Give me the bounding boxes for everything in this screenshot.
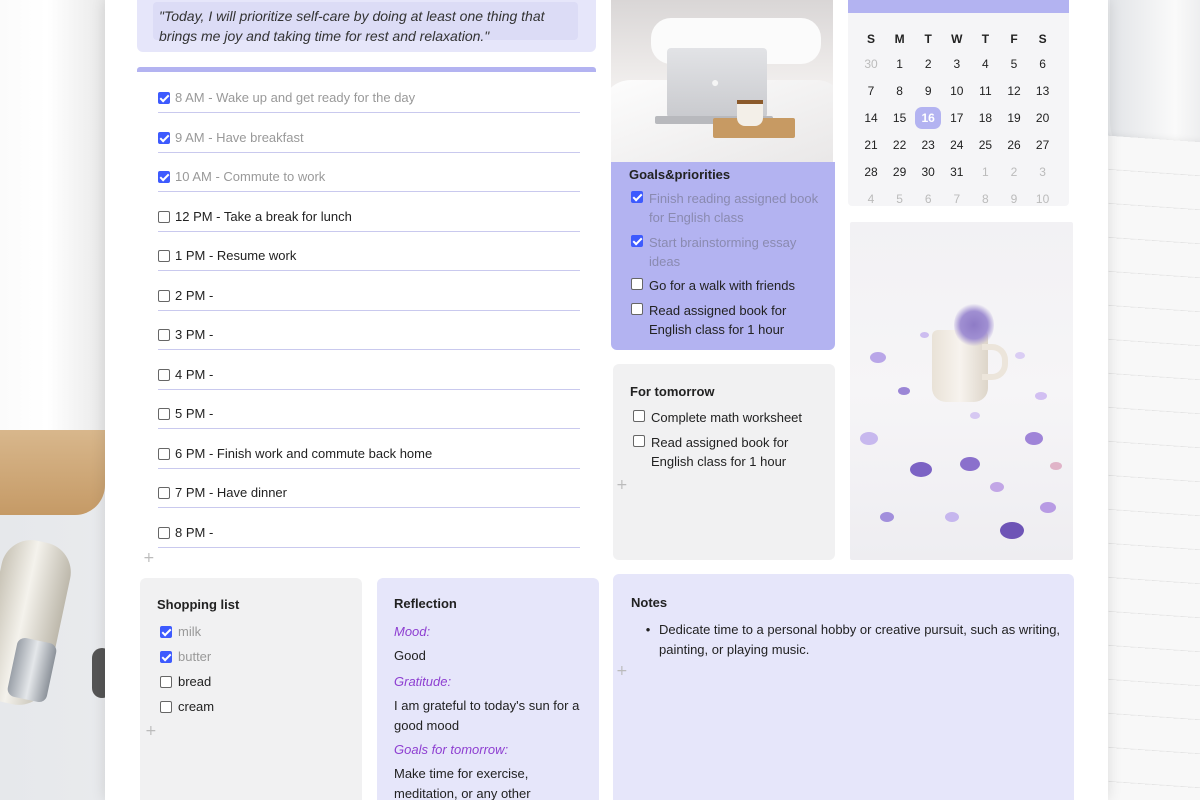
checkbox-icon[interactable] [160, 701, 172, 713]
calendar-day[interactable]: 13 [1035, 84, 1050, 98]
schedule-row[interactable] [158, 478, 580, 508]
calendar-day[interactable]: 2 [924, 57, 932, 71]
calendar-day[interactable]: 10 [1035, 192, 1050, 206]
calendar-day[interactable]: 21 [864, 138, 878, 152]
schedule-row-text: 6 PM - Finish work and commute back home [175, 446, 433, 461]
calendar-day[interactable]: 7 [867, 84, 875, 98]
schedule-row[interactable] [158, 360, 580, 390]
calendar-day[interactable]: 1 [982, 165, 989, 179]
shopping-title: Shopping list [157, 597, 240, 612]
calendar-day[interactable]: 7 [953, 192, 961, 206]
schedule-row-text: 8 AM - Wake up and get ready for the day [175, 90, 416, 105]
goal-item-text: Go for a walk with friends [649, 278, 795, 293]
calendar-today[interactable]: 16 [915, 107, 941, 129]
schedule-checkbox-icon[interactable] [158, 369, 170, 381]
checkbox-icon[interactable] [631, 191, 643, 203]
calendar-day[interactable]: 11 [979, 84, 992, 98]
bullet-dot-icon: • [645, 622, 651, 637]
affirmation-text: "Today, I will prioritize self-care by doing at least one thing that brings me joy and taking time for rest and relaxation." [159, 8, 545, 44]
schedule-row-text: 3 PM - [175, 327, 214, 342]
schedule-row-text: 5 PM - [175, 406, 214, 421]
photo-petal [1050, 462, 1062, 470]
notes-title: Notes [631, 595, 668, 610]
checkbox-icon[interactable] [631, 278, 643, 290]
calendar-header-bar [848, 0, 1069, 13]
gratitude-value[interactable]: I am grateful to today's sun for a good mood [394, 698, 580, 733]
calendar-day[interactable]: 2 [1010, 165, 1018, 179]
calendar-day[interactable]: 26 [1007, 138, 1021, 152]
calendar-day[interactable]: 29 [892, 165, 907, 179]
calendar-day[interactable]: 8 [982, 192, 989, 206]
schedule-row[interactable] [158, 162, 580, 192]
mood-label: Mood: [394, 624, 431, 639]
calendar-day[interactable]: 27 [1035, 138, 1050, 152]
shopping-item[interactable] [160, 649, 211, 664]
checkbox-icon[interactable] [160, 676, 172, 688]
photo-petal [898, 387, 910, 395]
calendar-day[interactable]: 5 [896, 192, 903, 206]
calendar-weekday: M [894, 32, 905, 46]
schedule-add-icon[interactable]: + [143, 550, 155, 566]
calendar-day[interactable]: 18 [978, 111, 993, 125]
lavender-mug-photo [850, 222, 1073, 560]
shopping-item-text: milk [178, 624, 202, 639]
schedule-row[interactable] [158, 281, 580, 311]
schedule-checkbox-icon[interactable] [158, 92, 170, 104]
schedule-row-text: 12 PM - Take a break for lunch [175, 209, 352, 224]
schedule-row-text: 10 AM - Commute to work [175, 169, 326, 184]
schedule-checkbox-icon[interactable] [158, 329, 170, 341]
shopping-item-text: butter [178, 649, 212, 664]
calendar-day[interactable]: 17 [950, 111, 964, 125]
schedule-row-text: 1 PM - Resume work [175, 248, 297, 263]
goal-item-text: Read assigned book for English class for 1 hour [649, 303, 787, 337]
goals-title: Goals&priorities [629, 167, 731, 182]
goal-item-text: Start brainstorming essay ideas [649, 235, 797, 269]
daily-schedule [137, 67, 596, 566]
calendar-weekday: F [1010, 32, 1018, 46]
goal-item[interactable] [631, 301, 821, 339]
calendar-day[interactable]: 10 [950, 84, 964, 98]
for-tomorrow-card [613, 364, 835, 560]
checkbox-icon[interactable] [160, 626, 172, 638]
schedule-checkbox-icon[interactable] [158, 408, 170, 420]
calendar-day[interactable]: 5 [1010, 57, 1018, 71]
apple-logo-icon: ● [711, 74, 720, 90]
calendar-day[interactable]: 22 [892, 138, 907, 152]
photo-petal [1000, 522, 1024, 539]
photo-petal [945, 512, 959, 522]
shopping-item-text: cream [178, 699, 215, 714]
goals-tomorrow-label: Goals for tomorrow: [394, 742, 509, 757]
shopping-add-icon[interactable]: + [145, 723, 157, 739]
calendar-day[interactable]: 19 [1007, 111, 1021, 125]
desk-mug [0, 0, 105, 470]
schedule-row[interactable] [158, 399, 580, 429]
photo-petal [870, 352, 886, 363]
calendar-day[interactable]: 8 [896, 84, 903, 98]
calendar-day[interactable]: 4 [867, 192, 875, 206]
calendar-day[interactable]: 15 [892, 111, 907, 125]
schedule-checkbox-icon[interactable] [158, 290, 170, 302]
schedule-checkbox-icon[interactable] [158, 250, 170, 262]
tomorrow-item[interactable] [633, 433, 823, 471]
photo-lavender [954, 302, 994, 348]
tomorrow-item-text: Complete math worksheet [651, 410, 803, 425]
calendar-day[interactable]: 1 [896, 57, 903, 71]
goals-tomorrow-value[interactable]: Make time for exercise, meditation, or any other [394, 766, 531, 800]
schedule-row-text: 9 AM - Have breakfast [175, 130, 304, 145]
goal-item[interactable] [631, 276, 821, 295]
goal-item[interactable] [631, 189, 821, 227]
checkbox-icon[interactable] [633, 435, 645, 447]
calendar-day[interactable]: 28 [864, 165, 878, 179]
calendar-weekday: W [951, 32, 963, 46]
calendar-day[interactable]: 14 [864, 111, 878, 125]
tomorrow-add-icon[interactable]: + [616, 477, 628, 493]
tomorrow-title: For tomorrow [630, 384, 715, 399]
desk-coaster [0, 430, 105, 515]
calendar-weekday: T [924, 32, 932, 46]
calendar-day[interactable]: 6 [1039, 57, 1046, 71]
shopping-item[interactable] [160, 674, 211, 689]
schedule-checkbox-icon[interactable] [158, 211, 170, 223]
schedule-row[interactable] [158, 439, 580, 469]
checkbox-icon[interactable] [633, 410, 645, 422]
notes-bullet-text: Dedicate time to a personal hobby or creative pursuit, such as writing, painting, or playing music. [659, 622, 1061, 657]
schedule-row[interactable] [158, 518, 580, 548]
calendar-day[interactable]: 9 [1010, 192, 1018, 206]
checkbox-icon[interactable] [631, 235, 643, 247]
photo-petal [960, 457, 980, 471]
schedule-row[interactable] [158, 83, 580, 113]
schedule-checkbox-icon[interactable] [158, 171, 170, 183]
calendar-day[interactable]: 9 [924, 84, 932, 98]
calendar-day[interactable]: 6 [924, 192, 932, 206]
schedule-checkbox-icon[interactable] [158, 527, 170, 539]
photo-petal [1015, 352, 1025, 359]
goal-item-text: Finish reading assigned book for English class [649, 191, 819, 225]
calendar-day[interactable]: 24 [950, 138, 964, 152]
calendar-day[interactable]: 4 [982, 57, 989, 71]
calendar-day[interactable]: 30 [864, 57, 878, 71]
tomorrow-item[interactable] [633, 408, 823, 427]
calendar-day[interactable]: 30 [921, 165, 935, 179]
affirmation-box[interactable] [153, 2, 578, 44]
schedule-checkbox-icon[interactable] [158, 487, 170, 499]
calendar-day[interactable]: 23 [921, 138, 935, 152]
photo-petal [970, 412, 980, 419]
shopping-item-text: bread [178, 674, 212, 689]
notes-card [613, 574, 1074, 800]
shopping-list-card [140, 578, 362, 800]
calendar-day[interactable]: 3 [953, 57, 961, 71]
schedule-checkbox-icon[interactable] [158, 448, 170, 460]
schedule-accent-bar [137, 67, 596, 72]
checkbox-icon[interactable] [631, 303, 643, 315]
photo-petal [860, 432, 878, 445]
gratitude-label: Gratitude: [394, 674, 452, 689]
bedroom-laptop-photo [611, 0, 833, 162]
calendar-weekday: T [981, 32, 990, 46]
calendar-day[interactable]: 31 [950, 165, 964, 179]
schedule-row-text: 7 PM - Have dinner [175, 485, 287, 500]
photo-petal [990, 482, 1004, 492]
schedule-row[interactable] [158, 241, 580, 271]
affirmation-card [137, 0, 596, 52]
photo-petal [1025, 432, 1043, 445]
tomorrow-item-text: Read assigned book for English class for 1 hour [651, 435, 789, 469]
photo-petal [880, 512, 894, 522]
calendar-weekday: S [1038, 32, 1047, 46]
goal-item[interactable] [631, 233, 821, 271]
shopping-item[interactable] [160, 699, 214, 714]
shopping-item[interactable] [160, 624, 201, 639]
photo-petal [910, 462, 932, 477]
calendar-day[interactable]: 12 [1007, 84, 1021, 98]
month-calendar [848, 0, 1069, 206]
calendar-day[interactable]: 3 [1039, 165, 1046, 179]
notes-add-icon[interactable]: + [616, 663, 628, 679]
schedule-checkbox-icon[interactable] [158, 132, 170, 144]
planner-page [105, 0, 1108, 800]
schedule-row-text: 8 PM - [175, 525, 214, 540]
reflection-title: Reflection [394, 596, 457, 611]
schedule-row-text: 2 PM - [175, 288, 214, 303]
photo-petal [1040, 502, 1056, 513]
calendar-day[interactable]: 20 [1035, 111, 1050, 125]
schedule-row[interactable] [158, 320, 580, 350]
schedule-row[interactable] [158, 123, 580, 153]
photo-petal [920, 332, 929, 338]
notes-bullet[interactable] [637, 620, 1067, 660]
schedule-row-text: 4 PM - [175, 367, 214, 382]
calendar-weekday: S [866, 32, 875, 46]
mood-value[interactable]: Good [394, 648, 426, 663]
calendar-day[interactable]: 25 [978, 138, 993, 152]
goals-priorities-card [611, 162, 835, 350]
photo-petal [1035, 392, 1047, 400]
photo-coffee-cup [737, 100, 763, 126]
schedule-row[interactable] [158, 202, 580, 232]
reflection-card [377, 578, 599, 800]
photo-mug-handle [982, 344, 1008, 380]
checkbox-icon[interactable] [160, 651, 172, 663]
